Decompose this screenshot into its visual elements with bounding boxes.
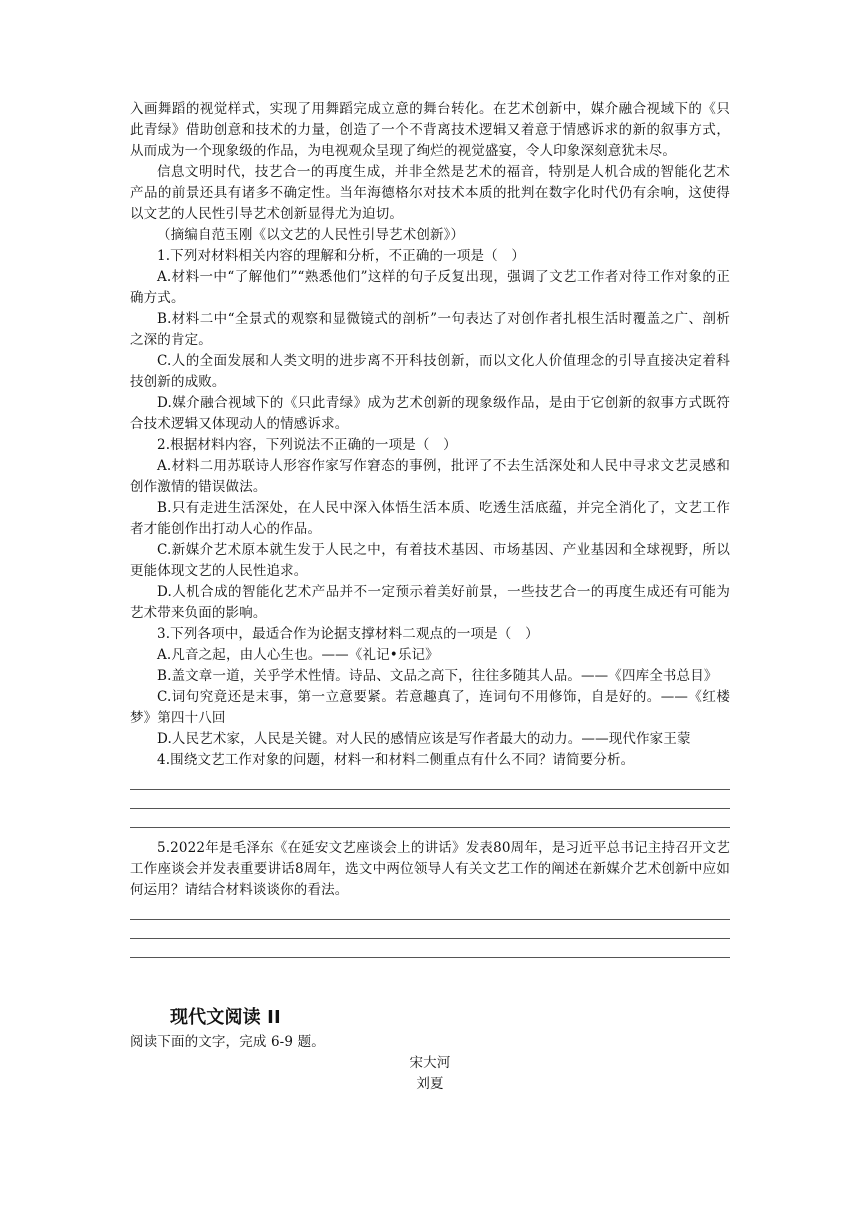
section-instruction: 阅读下面的文字，完成 6-9 题。	[130, 1034, 325, 1050]
section-heading: 现代文阅读 II	[170, 1007, 281, 1028]
option-3a: A.凡音之起，由人心生也。——《礼记•乐记》	[157, 647, 439, 663]
article-author: 刘夏	[416, 1076, 444, 1092]
option-2d: D.人机合成的智能化艺术产品并不一定预示着美好前景，一些技艺合一的再度生成还有可能为艺术带来负面的影响。	[130, 584, 730, 621]
option-1d: D.媒介融合视域下的《只此青绿》成为艺术创新的现象级作品，是由于它创新的叙事方式既符合技术逻辑又体现动人的情感诉求。	[130, 395, 730, 432]
answer-line[interactable]	[130, 920, 730, 939]
answer-line[interactable]	[130, 809, 730, 828]
option-2a: A.材料二用苏联诗人形容作家写作窘态的事例，批评了不去生活深处和人民中寻求文艺灵感和创作激情的错误做法。	[130, 458, 730, 495]
answer-area-4[interactable]	[130, 771, 730, 828]
source-citation: （摘编自范玉刚《以文艺的人民性引导艺术创新》）	[157, 227, 465, 243]
question-stem-3: 3.下列各项中，最适合作为论据支撑材料二观点的一项是（ ）	[157, 626, 539, 642]
question-stem-4: 4.围绕文艺工作对象的问题，材料一和材料二侧重点有什么不同？请简要分析。	[157, 752, 635, 768]
article-title: 宋大河	[409, 1055, 451, 1071]
option-1b: B.材料二中“全景式的观察和显微镜式的剖析”一句表达了对创作者扎根生活时覆盖之广、剖析之深的肯定。	[130, 311, 730, 348]
option-1c: C.人的全面发展和人类文明的进步离不开科技创新，而以文化人价值理念的引导直接决定着科技创新的成败。	[130, 353, 730, 390]
option-3d: D.人民艺术家，人民是关键。对人民的感情应该是写作者最大的动力。——现代作家王蒙	[157, 731, 691, 747]
question-stem-1: 1.下列对材料相关内容的理解和分析，不正确的一项是（ ）	[157, 248, 526, 264]
option-2b: B.只有走进生活深处，在人民中深入体悟生活本质、吃透生活底蕴，并完全消化了，文艺工作者才能创作出打动人心的作品。	[130, 500, 730, 537]
material-paragraph: 入画舞蹈的视觉样式，实现了用舞蹈完成立意的舞台转化。在艺术创新中，媒介融合视域下的《只此青绿》借助创意和技术的力量，创造了一个不背离技术逻辑又着意于情感诉求的新的叙事方式，从而成为一个现象级的作品，为电视观众呈现了绚烂的视觉盛宴，令人印象深刻意犹未尽。	[130, 101, 730, 159]
option-3c: C.词句究竟还是末事，第一立意要紧。若意趣真了，连词句不用修饰，自是好的。——《红楼梦》第四十八回	[130, 689, 730, 726]
document-page	[130, 99, 730, 1095]
answer-line[interactable]	[130, 771, 730, 790]
answer-line[interactable]	[130, 939, 730, 958]
answer-area-5[interactable]	[130, 901, 730, 958]
answer-line[interactable]	[130, 790, 730, 809]
option-2c: C.新媒介艺术原本就生发于人民之中，有着技术基因、市场基因、产业基因和全球视野，所以更能体现文艺的人民性追求。	[130, 542, 730, 579]
question-stem-5: 5.2022年是毛泽东《在延安文艺座谈会上的讲话》发表80周年，是习近平总书记主持召开文艺工作座谈会并发表重要讲话8周年，选文中两位领导人有关文艺工作的阐述在新媒介艺术创新中应如何运用？请结合材料谈谈你的看法。	[130, 840, 730, 898]
question-stem-2: 2.根据材料内容，下列说法不正确的一项是（ ）	[157, 437, 457, 453]
answer-line[interactable]	[130, 901, 730, 920]
material-paragraph: 信息文明时代，技艺合一的再度生成，并非全然是艺术的福音，特别是人机合成的智能化艺术产品的前景还具有诸多不确定性。当年海德格尔对技术本质的批判在数字化时代仍有余响，这使得以文艺的人民性引导艺术创新显得尤为迫切。	[130, 164, 730, 222]
option-3b: B.盖文章一道，关乎学术性情。诗品、文品之高下，往往多随其人品。——《四库全书总目》	[157, 668, 718, 684]
option-1a: A.材料一中“了解他们”“熟悉他们”这样的句子反复出现，强调了文艺工作者对待工作对象的正确方式。	[130, 269, 730, 306]
